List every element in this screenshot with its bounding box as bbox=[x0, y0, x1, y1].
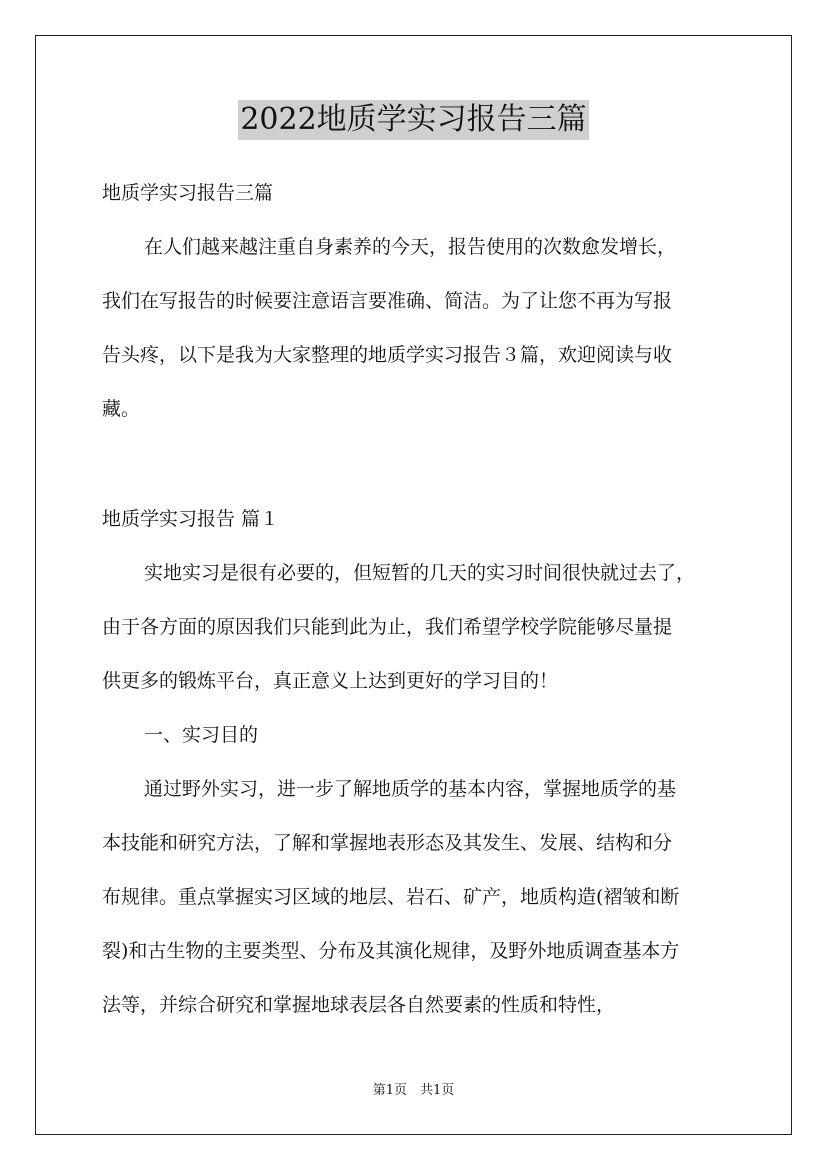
paragraph-line: 本技能和研究方法，了解和掌握地表形态及其发生、发展、结构和分 bbox=[102, 832, 673, 854]
paragraph-line: 法等，并综合研究和掌握地球表层各自然要素的性质和特性， bbox=[102, 994, 616, 1016]
subtitle-line: 地质学实习报告三篇 bbox=[102, 182, 274, 204]
paragraph-line: 布规律。重点掌握实习区域的地层、岩石、矿产，地质构造(褶皱和断 bbox=[102, 886, 680, 908]
title-container bbox=[0, 100, 827, 140]
subsection-heading: 一、实习目的 bbox=[144, 724, 259, 746]
paragraph-line: 通过野外实习，进一步了解地质学的基本内容，掌握地质学的基 bbox=[144, 778, 677, 800]
paragraph-line: 藏。 bbox=[102, 398, 141, 420]
paragraph-line: 实地实习是很有必要的，但短暂的几天的实习时间很快就过去了， bbox=[144, 562, 696, 584]
page-footer: 第1页 共1页 bbox=[372, 1083, 455, 1098]
section-heading: 地质学实习报告 篇１ bbox=[102, 508, 280, 530]
paragraph-line: 告头疼，以下是我为大家整理的地质学实习报告３篇，欢迎阅读与收 bbox=[102, 344, 673, 366]
paragraph-line: 在人们越来越注重自身素养的今天，报告使用的次数愈发增长， bbox=[144, 236, 677, 258]
paragraph-line: 由于各方面的原因我们只能到此为止，我们希望学校学院能够尽量提 bbox=[102, 616, 673, 638]
paragraph-line: 我们在写报告的时候要注意语言要准确、简洁。为了让您不再为写报 bbox=[102, 290, 673, 312]
paragraph-line: 供更多的锻炼平台，真正意义上达到更好的学习目的！ bbox=[102, 670, 559, 692]
document-title: 2022地质学实习报告三篇 bbox=[238, 100, 588, 140]
paragraph-line: 裂)和古生物的主要类型、分布及其演化规律，及野外地质调查基本方 bbox=[102, 940, 680, 962]
